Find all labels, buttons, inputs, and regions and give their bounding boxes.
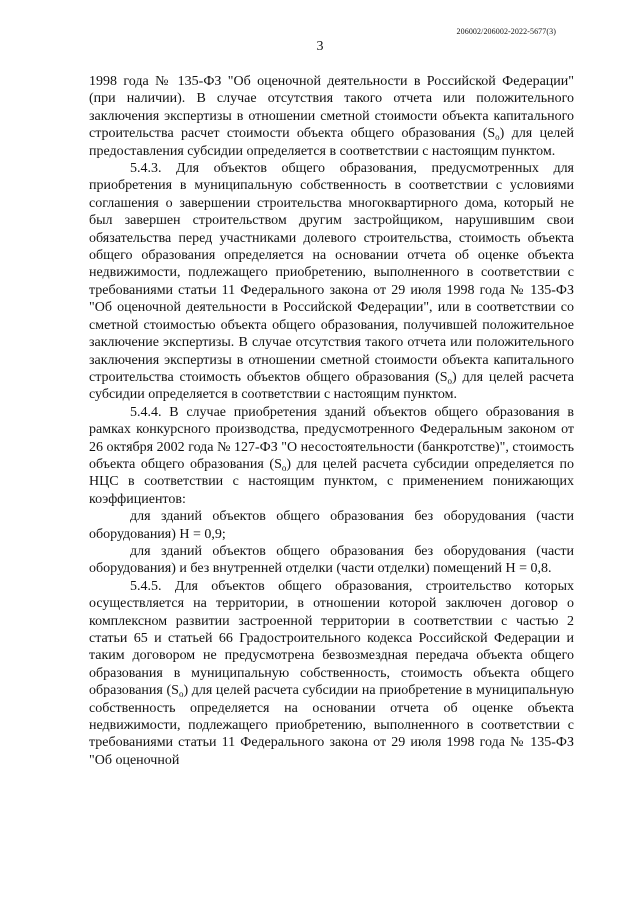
paragraph: [89, 160, 574, 404]
paragraph: [89, 404, 574, 508]
document-id: 206002/206002-2022-5677(3): [456, 27, 556, 36]
paragraph-text: 1998 года № 135-ФЗ "Об оценочной деятельности в Российской Федерации" (при наличии). В случае отсутствия такого отчета или положительного заключения экспертизы в отношении сметной стоимости объекта капитального строительства расчет стоимости объекта общего образования (S: [89, 74, 574, 142]
subscript: о: [495, 132, 500, 143]
paragraph-text: ) для целей расчета субсидии определяется по НЦС в соответствии с настоящим пунктом, с применением понижающих коэффициентов:: [89, 456, 574, 507]
paragraph-text: ) для целей предоставления субсидии определяется в соответствии с настоящим пунктом.: [89, 126, 574, 159]
paragraph-text: 5.4.5. Для объектов общего образования, строительство которых осуществляется на территории, в отношении которой заключен договор о комплексном развитии застроенной территории в соответствии с частью 2 статьи 65 и статьей 66 Градостроительного кодекса Российской Федерации и таким договором не предусмотрена безвозмездная передача объекта общего образования в муниципальную собственность, стоимость объекта общего образования (S: [89, 578, 574, 699]
paragraph: [89, 543, 574, 578]
paragraph-text: ) для целей расчета субсидии на приобретение в муниципальную собственность определяется на основании отчета об оценке объекта недвижимости, подлежащего приобретению, выполненного в соответствии с требованиями статьи 11 Федерального закона от 29 июля 1998 года № 135-ФЗ "Об оценочной: [89, 683, 574, 768]
paragraph-text: для зданий объектов общего образования без оборудования (части оборудования) и без внутренней отделки (части отделки) помещений Н = 0,8.: [89, 543, 574, 577]
paragraph: [89, 578, 574, 769]
subscript: о: [178, 689, 184, 700]
page-number: 3: [316, 39, 324, 54]
paragraph-text: для зданий объектов общего образования без оборудования (части оборудования) Н = 0,9;: [89, 509, 574, 542]
subscript: о: [281, 462, 287, 473]
paragraph-text: 5.4.4. В случае приобретения зданий объектов общего образования в рамках конкурсного производства, предусмотренного Федеральным законом от 26 октября 2002 года № 127-ФЗ "О несостоятельности (банкротстве)", стоимость объекта общего образования (S: [89, 404, 574, 472]
paragraph-text: ) для целей расчета субсидии определяется в соответствии с настоящим пунктом.: [89, 369, 575, 403]
paragraph-text: 5.4.3. Для объектов общего образования, предусмотренных для приобретения в муниципальную собственность в соответствии с условиями соглашения о завершении строительства многоквартирного дома, который не был завершен строительством другим застройщиком, нарушившим свои обязательства перед участниками долевого строительства, стоимость объекта общего образования определяется на основании отчета об оценке объекта недвижимости, подлежащего приобретению, выполненного в соответствии с требованиями статьи 11 Федерального закона от 29 июля 1998 года № 135-ФЗ "Об оценочной деятельности в Российской Федерации", или в соответствии со сметной стоимостью объекта общего образования, получившей положительное заключение экспертизы. В случае отсутствия такого отчета или положительного заключения экспертизы в отношении сметной стоимости объекта капитального строительства стоимость объектов общего образования (S: [89, 161, 574, 385]
paragraph: [89, 73, 574, 160]
paragraph: [89, 508, 574, 543]
subscript: о: [447, 375, 453, 386]
body-text: [89, 73, 574, 769]
